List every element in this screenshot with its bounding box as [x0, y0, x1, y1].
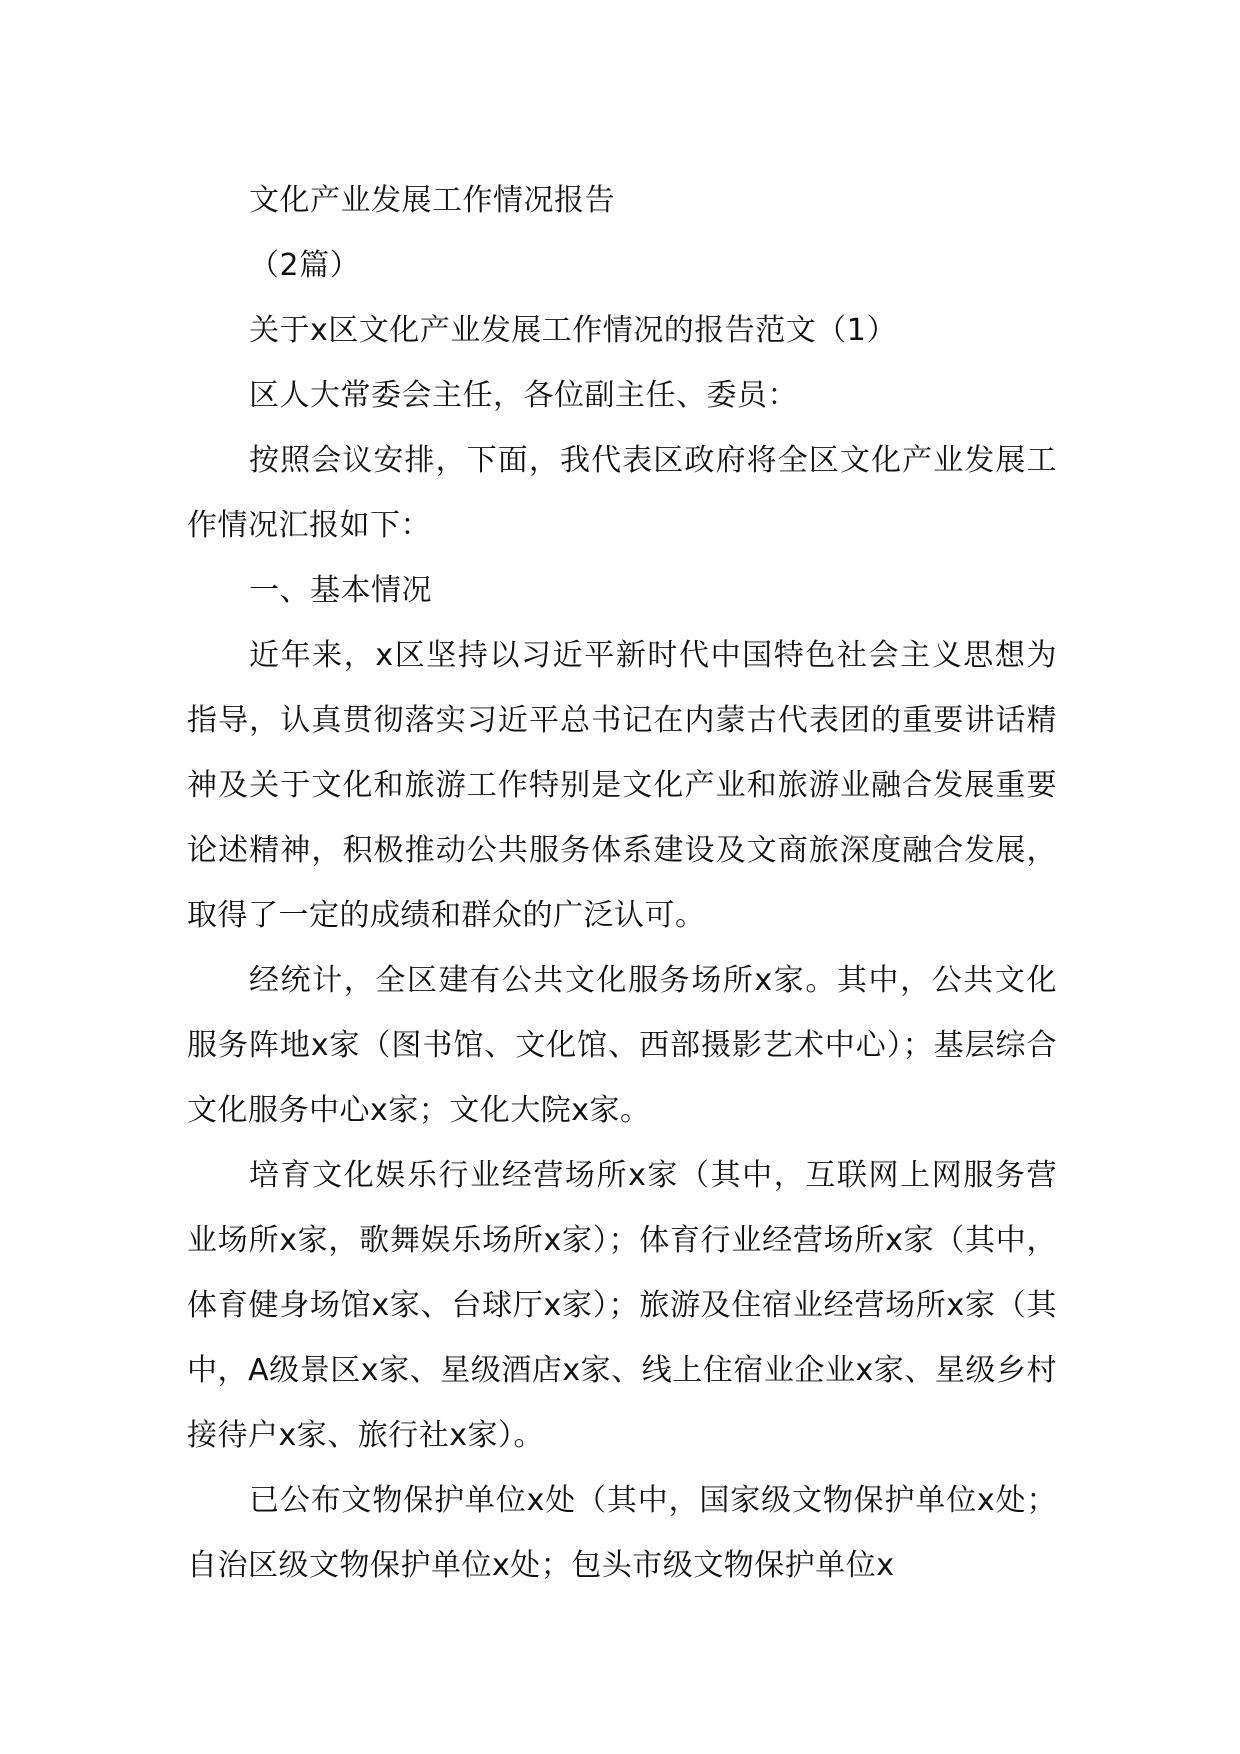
paragraph-heritage: 已公布文物保护单位x处（其中，国家级文物保护单位x处；自治区级文物保护单位x处；包头市级文物保护单位x — [187, 1483, 1057, 1583]
document-title: 文化产业发展工作情况报告 — [249, 183, 615, 218]
paragraph-venues: 培育文化娱乐行业经营场所x家（其中，互联网上网服务营业场所x家，歌舞娱乐场所x家）；体育行业经营场所x家（其中，体育健身场馆x家、台球厅x家）；旅游及住宿业经营场所x家（其中，A级景区x家、星级酒店x家、线上住宿业企业x家、星级乡村接待户x家、旅行社x家）。 — [187, 1158, 1057, 1453]
paragraph-intro: 按照会议安排，下面，我代表区政府将全区文化产业发展工作情况汇报如下： — [187, 443, 1057, 543]
report-heading: 关于x区文化产业发展工作情况的报告范文（1） — [249, 313, 897, 348]
salutation: 区人大常委会主任，各位副主任、委员： — [249, 378, 798, 413]
document-subtitle: （2篇） — [249, 248, 361, 283]
paragraph-overview: 近年来，x区坚持以习近平新时代中国特色社会主义思想为指导，认真贯彻落实习近平总书记在内蒙古代表团的重要讲话精神及关于文化和旅游工作特别是文化产业和旅游业融合发展重要论述精神，积极推动公共服务体系建设及文商旅深度融合发展，取得了一定的成绩和群众的广泛认可。 — [187, 638, 1057, 933]
paragraph-public-culture: 经统计，全区建有公共文化服务场所x家。其中，公共文化服务阵地x家（图书馆、文化馆、西部摄影艺术中心）；基层综合文化服务中心x家；文化大院x家。 — [187, 963, 1057, 1128]
document-body — [187, 168, 1057, 1598]
section-heading-basic: 一、基本情况 — [249, 573, 432, 608]
